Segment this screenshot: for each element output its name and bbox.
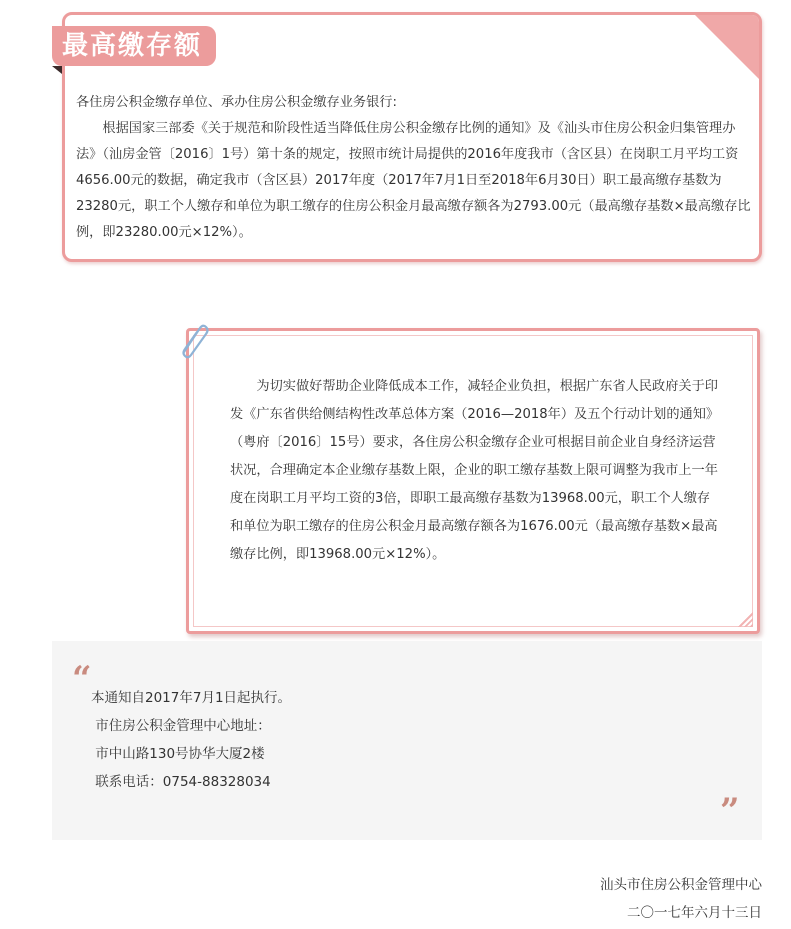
quote-line-address: 市中山路130号协华大厦2楼 — [91, 746, 265, 762]
card2-paragraph: 为切实做好帮助企业降低成本工作，减轻企业负担，根据广东省人民政府关于印发《广东省供给侧结构性改革总体方案（2016—2018年）及五个行动计划的通知》（粤府〔2016〕15号）要求，各住房公积金缴存企业可根据目前企业自身经济运营状况，合理确定本企业缴存基数上限，企业的职工缴存基数上限可调整为我市上一年度在岗职工月平均工资的3倍，即职工最高缴存基数为13968.00元，职工个人缴存和单位为职工缴存的住房公积金月最高缴存额各为1676.00元（最高缴存基数×最高缴存比例，即13968.00元×12%）。 — [230, 379, 718, 562]
quote-line-effective-date: 本通知自2017年7月1日起执行。 — [91, 690, 292, 706]
quote-line-phone: 联系电话：0754-88328034 — [91, 774, 271, 790]
section-title: 最高缴存额 — [52, 26, 216, 66]
card1-paragraph: 根据国家三部委《关于规范和阶段性适当降低住房公积金缴存比例的通知》及《汕头市住房公积金归集管理办法》（汕房金管〔2016〕1号）第十条的规定，按照市统计局提供的2016年度我市（含区县）在岗职工月平均工资4656.00元的数据，确定我市（含区县）2017年度（2017年7月1日至2018年6月30日）职工最高缴存基数为23280元，职工个人缴存和单位为职工缴存的住房公积金月最高缴存额各为2793.00元（最高缴存基数×最高缴存比例，即23280.00元×12%）。 — [76, 121, 751, 240]
title-tag-fold — [52, 66, 62, 74]
card2-body — [230, 373, 718, 569]
signature-date: 二〇一七年六月十三日 — [627, 905, 762, 921]
salutation: 各住房公积金缴存单位、承办住房公积金缴存业务银行: — [76, 95, 397, 110]
page-fold-corner — [692, 12, 762, 82]
paperclip-icon — [176, 322, 210, 360]
open-quote-icon: “ — [72, 659, 92, 699]
quote-lines — [91, 684, 291, 796]
signature-org: 汕头市住房公积金管理中心 — [600, 877, 762, 893]
card1-body — [76, 90, 752, 246]
quote-line-address-label: 市住房公积金管理中心地址： — [91, 718, 271, 734]
close-quote-icon: ” — [720, 791, 740, 831]
